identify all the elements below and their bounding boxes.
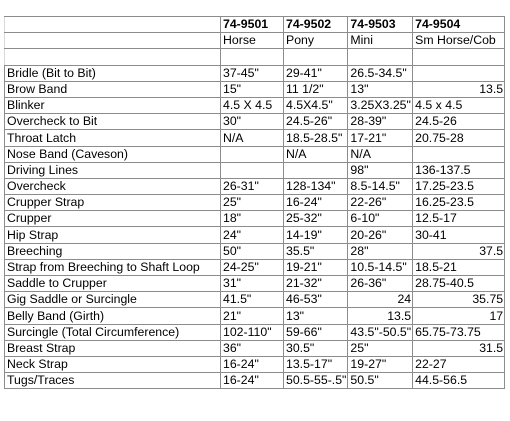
header-size-cell[interactable]: Horse — [221, 33, 284, 49]
value-cell[interactable]: 4.5 x 4.5 — [413, 97, 505, 113]
value-cell[interactable]: 19-21" — [284, 259, 348, 275]
value-cell[interactable]: 15" — [221, 81, 284, 97]
row-label-cell[interactable]: Tugs/Traces — [5, 373, 221, 389]
value-cell[interactable]: 24.5-26 — [413, 114, 505, 130]
value-cell[interactable]: 28.75-40.5 — [413, 276, 505, 292]
value-cell[interactable]: 35.5" — [284, 243, 348, 259]
value-cell[interactable]: 25" — [348, 340, 413, 356]
row-label-cell[interactable]: Driving Lines — [5, 162, 221, 178]
row-label-cell[interactable]: Surcingle (Total Circumference) — [5, 324, 221, 340]
value-cell[interactable]: 28-39" — [348, 114, 413, 130]
table-row — [5, 356, 505, 372]
value-cell[interactable]: 37-45" — [221, 65, 284, 81]
row-label-cell[interactable]: Saddle to Crupper — [5, 276, 221, 292]
row-label-cell[interactable]: Blinker — [5, 97, 221, 113]
empty-cell[interactable] — [348, 49, 413, 65]
empty-cell[interactable] — [221, 49, 284, 65]
measurements-table — [4, 16, 505, 389]
table-row — [5, 195, 505, 211]
value-cell[interactable]: 11 1/2" — [284, 81, 348, 97]
value-cell[interactable] — [221, 146, 284, 162]
row-label-cell[interactable]: Gig Saddle or Surcingle — [5, 292, 221, 308]
header-size-cell[interactable]: Pony — [284, 33, 348, 49]
header-row-sizes — [5, 33, 505, 49]
value-cell[interactable]: 13" — [284, 308, 348, 324]
row-label-cell[interactable]: Crupper — [5, 211, 221, 227]
value-cell[interactable]: 19-27" — [348, 356, 413, 372]
value-cell[interactable]: 16.25-23.5 — [413, 195, 505, 211]
table-row — [5, 373, 505, 389]
value-cell[interactable]: 41.5" — [221, 292, 284, 308]
value-cell[interactable] — [413, 65, 505, 81]
table-row — [5, 211, 505, 227]
table-row — [5, 292, 505, 308]
value-cell[interactable]: 36" — [221, 340, 284, 356]
value-cell[interactable]: 12.5-17 — [413, 211, 505, 227]
value-cell[interactable]: N/A — [284, 146, 348, 162]
row-label-cell[interactable]: Belly Band (Girth) — [5, 308, 221, 324]
row-label-cell[interactable]: Bridle (Bit to Bit) — [5, 65, 221, 81]
table-row — [5, 162, 505, 178]
table-row — [5, 340, 505, 356]
value-cell[interactable]: 22-27 — [413, 356, 505, 372]
value-cell[interactable]: 59-66" — [284, 324, 348, 340]
value-cell[interactable]: 31" — [221, 276, 284, 292]
value-cell[interactable]: 30.5" — [284, 340, 348, 356]
table-row — [5, 308, 505, 324]
value-cell[interactable]: 43.5"-50.5" — [348, 324, 413, 340]
value-cell[interactable]: 13.5-17" — [284, 356, 348, 372]
value-cell[interactable]: 4.5X4.5" — [284, 97, 348, 113]
value-cell[interactable]: 16-24" — [284, 195, 348, 211]
value-cell[interactable]: 24 — [348, 292, 413, 308]
value-cell[interactable]: 18.5-28.5" — [284, 130, 348, 146]
value-cell[interactable]: 17 — [413, 308, 505, 324]
header-code-cell[interactable]: 74-9502 — [284, 17, 348, 33]
value-cell[interactable]: 4.5 X 4.5 — [221, 97, 284, 113]
table-row — [5, 97, 505, 113]
row-label-cell[interactable]: Strap from Breeching to Shaft Loop — [5, 259, 221, 275]
table-row — [5, 146, 505, 162]
value-cell[interactable]: 13" — [348, 81, 413, 97]
value-cell[interactable]: 6-10" — [348, 211, 413, 227]
value-cell[interactable]: 17.25-23.5 — [413, 178, 505, 194]
header-row-codes — [5, 17, 505, 33]
header-blank-cell[interactable] — [5, 17, 221, 33]
empty-cell[interactable] — [284, 49, 348, 65]
value-cell[interactable]: 50.5" — [348, 373, 413, 389]
value-cell[interactable]: N/A — [348, 146, 413, 162]
value-cell[interactable]: 30-41 — [413, 227, 505, 243]
value-cell[interactable]: 29-41" — [284, 65, 348, 81]
value-cell[interactable]: 3.25X3.25" — [348, 97, 413, 113]
header-size-cell[interactable]: Sm Horse/Cob — [413, 33, 505, 49]
spacer-row — [5, 49, 505, 65]
row-label-cell[interactable]: Brow Band — [5, 81, 221, 97]
table-row — [5, 81, 505, 97]
table-row — [5, 178, 505, 194]
value-cell[interactable]: 21-32" — [284, 276, 348, 292]
table-row — [5, 114, 505, 130]
value-cell[interactable]: 13.5 — [413, 81, 505, 97]
row-label-cell[interactable]: Crupper Strap — [5, 195, 221, 211]
value-cell[interactable]: 24" — [221, 227, 284, 243]
value-cell[interactable]: 13.5 — [348, 308, 413, 324]
value-cell[interactable]: 24-25" — [221, 259, 284, 275]
row-label-cell[interactable]: Neck Strap — [5, 356, 221, 372]
value-cell[interactable]: 18.5-21 — [413, 259, 505, 275]
table-row — [5, 259, 505, 275]
table-row — [5, 243, 505, 259]
value-cell[interactable] — [221, 162, 284, 178]
value-cell[interactable]: 98" — [348, 162, 413, 178]
row-label-cell[interactable]: Hip Strap — [5, 227, 221, 243]
table-row — [5, 276, 505, 292]
empty-cell[interactable] — [5, 49, 221, 65]
empty-cell[interactable] — [413, 49, 505, 65]
value-cell[interactable]: 31.5 — [413, 340, 505, 356]
value-cell[interactable]: 17-21" — [348, 130, 413, 146]
value-cell[interactable]: 14-19" — [284, 227, 348, 243]
value-cell[interactable]: 50" — [221, 243, 284, 259]
value-cell[interactable]: 16-24" — [221, 373, 284, 389]
value-cell[interactable]: 30" — [221, 114, 284, 130]
value-cell[interactable]: 46-53" — [284, 292, 348, 308]
value-cell[interactable]: 18" — [221, 211, 284, 227]
value-cell[interactable]: 24.5-26" — [284, 114, 348, 130]
row-label-cell[interactable]: Overcheck — [5, 178, 221, 194]
header-size-cell[interactable]: Mini — [348, 33, 413, 49]
row-label-cell[interactable]: Nose Band (Caveson) — [5, 146, 221, 162]
value-cell[interactable]: 28" — [348, 243, 413, 259]
table-row — [5, 65, 505, 81]
value-cell[interactable]: 25" — [221, 195, 284, 211]
value-cell[interactable]: 37.5 — [413, 243, 505, 259]
value-cell[interactable]: 35.75 — [413, 292, 505, 308]
value-cell[interactable]: 50.5-55-.5" — [284, 373, 348, 389]
row-label-cell[interactable]: Overcheck to Bit — [5, 114, 221, 130]
value-cell[interactable]: 22-26" — [348, 195, 413, 211]
table-row — [5, 227, 505, 243]
value-cell[interactable]: 20-26" — [348, 227, 413, 243]
value-cell[interactable]: 128-134" — [284, 178, 348, 194]
header-blank-cell[interactable] — [5, 33, 221, 49]
value-cell[interactable] — [284, 162, 348, 178]
value-cell[interactable]: 8.5-14.5" — [348, 178, 413, 194]
value-cell[interactable]: N/A — [221, 130, 284, 146]
table-row — [5, 130, 505, 146]
value-cell[interactable]: 16-24" — [221, 356, 284, 372]
value-cell[interactable] — [413, 146, 505, 162]
table-row — [5, 324, 505, 340]
header-code-cell[interactable]: 74-9501 — [221, 17, 284, 33]
value-cell[interactable]: 65.75-73.75 — [413, 324, 505, 340]
value-cell[interactable]: 25-32" — [284, 211, 348, 227]
value-cell[interactable]: 26-36" — [348, 276, 413, 292]
row-label-cell[interactable]: Breast Strap — [5, 340, 221, 356]
value-cell[interactable]: 26-31" — [221, 178, 284, 194]
value-cell[interactable]: 10.5-14.5" — [348, 259, 413, 275]
row-label-cell[interactable]: Throat Latch — [5, 130, 221, 146]
header-code-cell[interactable]: 74-9503 — [348, 17, 413, 33]
header-code-cell[interactable]: 74-9504 — [413, 17, 505, 33]
value-cell[interactable]: 20.75-28 — [413, 130, 505, 146]
row-label-cell[interactable]: Breeching — [5, 243, 221, 259]
value-cell[interactable]: 102-110" — [221, 324, 284, 340]
value-cell[interactable]: 44.5-56.5 — [413, 373, 505, 389]
value-cell[interactable]: 21" — [221, 308, 284, 324]
value-cell[interactable]: 136-137.5 — [413, 162, 505, 178]
value-cell[interactable]: 26.5-34.5" — [348, 65, 413, 81]
